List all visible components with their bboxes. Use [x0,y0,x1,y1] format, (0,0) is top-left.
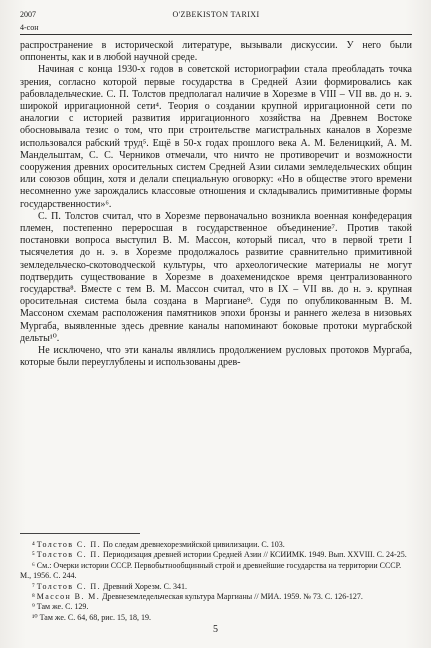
footnote [20,550,412,560]
header-year: 2007 [20,10,36,19]
body-text [20,40,412,369]
footnote [20,582,412,592]
footnote [20,613,412,623]
footnote-author: Массон В. М. [36,592,101,602]
footnote-number: ⁹ [32,602,35,612]
footnote-rule [20,533,140,534]
paragraph: Начиная с конца 1930-х годов в советской историографии стала преобладать точка зрения, согласно которой первые государства в Средней Азии формировались как рабовладельческие. С. П. Толстов предполагал наличие в Хорезме в VIII – VII вв. до н. э. широкой ирригационной сети⁴. Теория о создании крупной ирригационной сети по аналогии с историей развития ирригационного хозяйства на Древнем Востоке обосновывала тезис о том, что при строительстве магистральных каналов в Хорезме использовался рабский труд⁵. Ещё в 50-х годах прошлого века А. М. Беленицкий, А. М. Мандельштам, С. С. Черников отмечали, что ничто не противоречит и возможности сооружения древних оросительных систем Средней Азии силами земледельческих общин или союзов общин, хотя и делали специальную оговорку: «Но в обществе этого времени несомненно уже зарождались классовые отношения и складывались примитивные формы государственности»⁶. [20,64,412,210]
page-number: 5 [213,624,218,635]
footnote-author: Толстов С. П. [36,540,102,549]
footnote [20,561,412,582]
footnote-number: ⁵ [32,550,35,560]
footnote-text: Древнеземледельческая культура Маргианы // МИА. 1959. № 73. С. 126-127. [100,592,363,602]
footnote [20,602,412,612]
footnote-number: ⁷ [32,581,35,591]
paragraph: распространение в исторической литературе, вызывали дискуссии. У него были оппоненты, как и в любой научной среде. [20,40,412,64]
footnote-author: Толстов С. П. [36,581,102,591]
paragraph: Не исключено, что эти каналы являлись продолжением русловых протоков Мургаба, которые были переуглублены и использованы древ- [20,345,412,369]
footnote [20,592,412,602]
header-rule [20,34,412,35]
footnote-number: ⁴ [32,540,35,549]
footnote-text: Периодизация древней истории Средней Азии // КСИИМК. 1949. Вып. XXVIII. С. 24-25. [101,550,407,560]
footnote-number: ¹⁰ [32,612,38,622]
footnote [20,540,412,550]
header-journal-title: O'ZBEKISTON TARIXI [172,10,260,19]
footnote-text: Там же. С. 64, 68, рис. 15, 18, 19. [39,612,152,622]
footnotes [20,540,412,623]
footnote-number: ⁶ [32,560,35,570]
footnote-text: Древний Хорезм. С. 341. [101,581,188,591]
header-issue: 4-сон [20,23,39,32]
footnote-text: См.: Очерки истории СССР. Первобытнообщинный строй и древнейшие государства на территории СССР. М., 1956. С. 244. [20,560,402,581]
footnote-author: Толстов С. П. [36,550,102,560]
footnote-text: Там же. С. 129. [36,602,89,612]
footnote-number: ⁸ [32,592,35,602]
paragraph: С. П. Толстов считал, что в Хорезме первоначально возникла военная конфедерация племен, постепенно переросшая в государственное объединение⁷. Против такой постановки вопроса выступил В. М. Массон, который писал, что в первой трети I тысячелетия до н. э. в Хорезме продолжалось развитие сравнительно примитивной земледельческо-скотоводческой культуры, что археологические материалы не могут подтвердить существование в Хорезме в доахеменидское время централизованного государства⁸. Вместе с тем В. М. Массон считал, что в IX – VII вв. до н. э. крупная оросительная система была создана в Маргиане⁹. Судя по опубликованным В. М. Массоном схемам расположения памятников эпохи бронзы и раннего железа в низовьях Мургаба, выявленные здесь древние каналы напоминают боковые протоки мургабской дельты¹⁰. [20,210,412,344]
footnote-text: По следам древнехорезмийской цивилизации. С. 103. [101,540,285,549]
